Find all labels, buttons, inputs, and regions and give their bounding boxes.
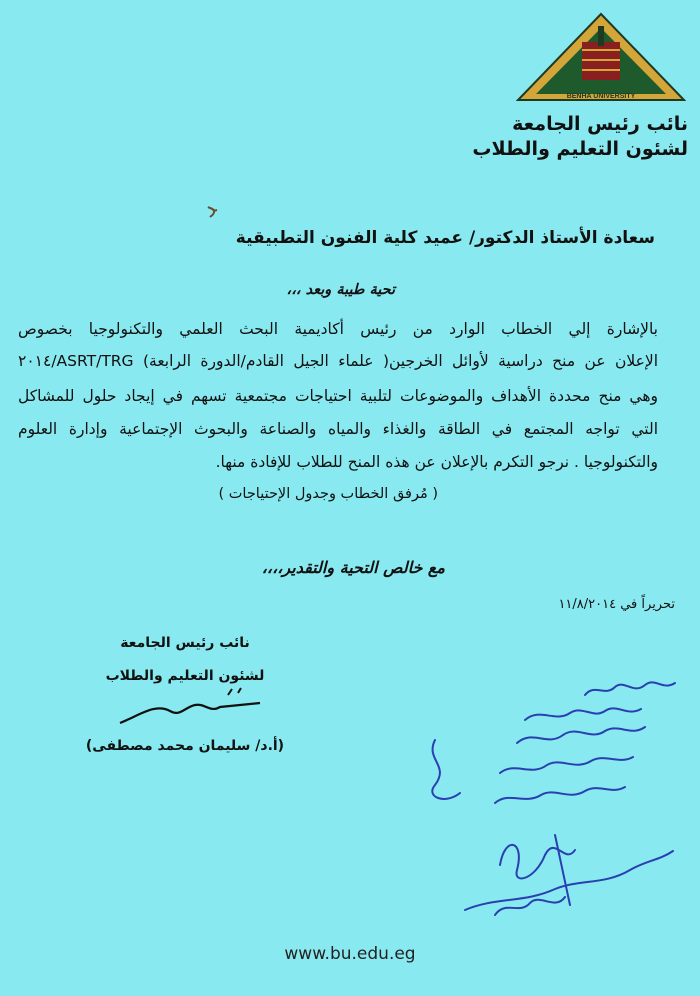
signatory-name: (أ.د/ سليمان محمد مصطفى) [85,738,285,754]
attachment-note: ( مُرفق الخطاب وجدول الإحتياجات ) [218,486,438,502]
footer-website: www.bu.edu.eg [284,944,416,964]
closing-regards: مع خالص التحية والتقدير،،،، [261,558,445,577]
ink-smudge [205,205,219,219]
greeting: تحية طيبة وبعد ،،، [286,282,395,298]
office-title: نائب رئيس الجامعة [512,113,688,135]
body-line: التي تواجه المجتمع في الطاقة والغذاء والمياه والصناعة والبحوث الإجتماعية وإدارة العلوم [18,420,658,438]
body-line: بالإشارة إلي الخطاب الوارد من رئيس أكاديمية البحث العلمي والتكنولوجيا بخصوص [18,320,658,338]
body-line: الإعلان عن منح دراسية لأوائل الخرجين( علماء الجيل القادم/الدورة الرابعة) ASRT/TRG/٢٠١٤ [18,352,658,370]
salutation: سعادة الأستاذ الدكتور/ عميد كلية الفنون التطبيقية [235,228,655,248]
signatory-title: نائب رئيس الجامعة [120,635,250,651]
body-line: والتكنولوجيا . نرجو التكرم بالإعلان عن هذه المنح للطلاب للإفادة منها. [215,453,658,471]
logo-text: BENHA UNIVERSITY [566,93,636,100]
office-subtitle: لشئون التعليم والطلاب [472,138,688,160]
office-heading [428,112,688,162]
body-line: وهي منح محددة الأهداف والموضوعات لتلبية احتياجات مجتمعية تسهم في إيجاد حلول للمشاكل [18,387,658,405]
university-logo [516,12,686,102]
signature-scribble [110,685,270,730]
signatory-office: لشئون التعليم والطلاب [105,668,265,684]
handwritten-annotation [405,665,695,940]
letter-date: تحريراً في ١١/٨/٢٠١٤ [558,597,675,612]
